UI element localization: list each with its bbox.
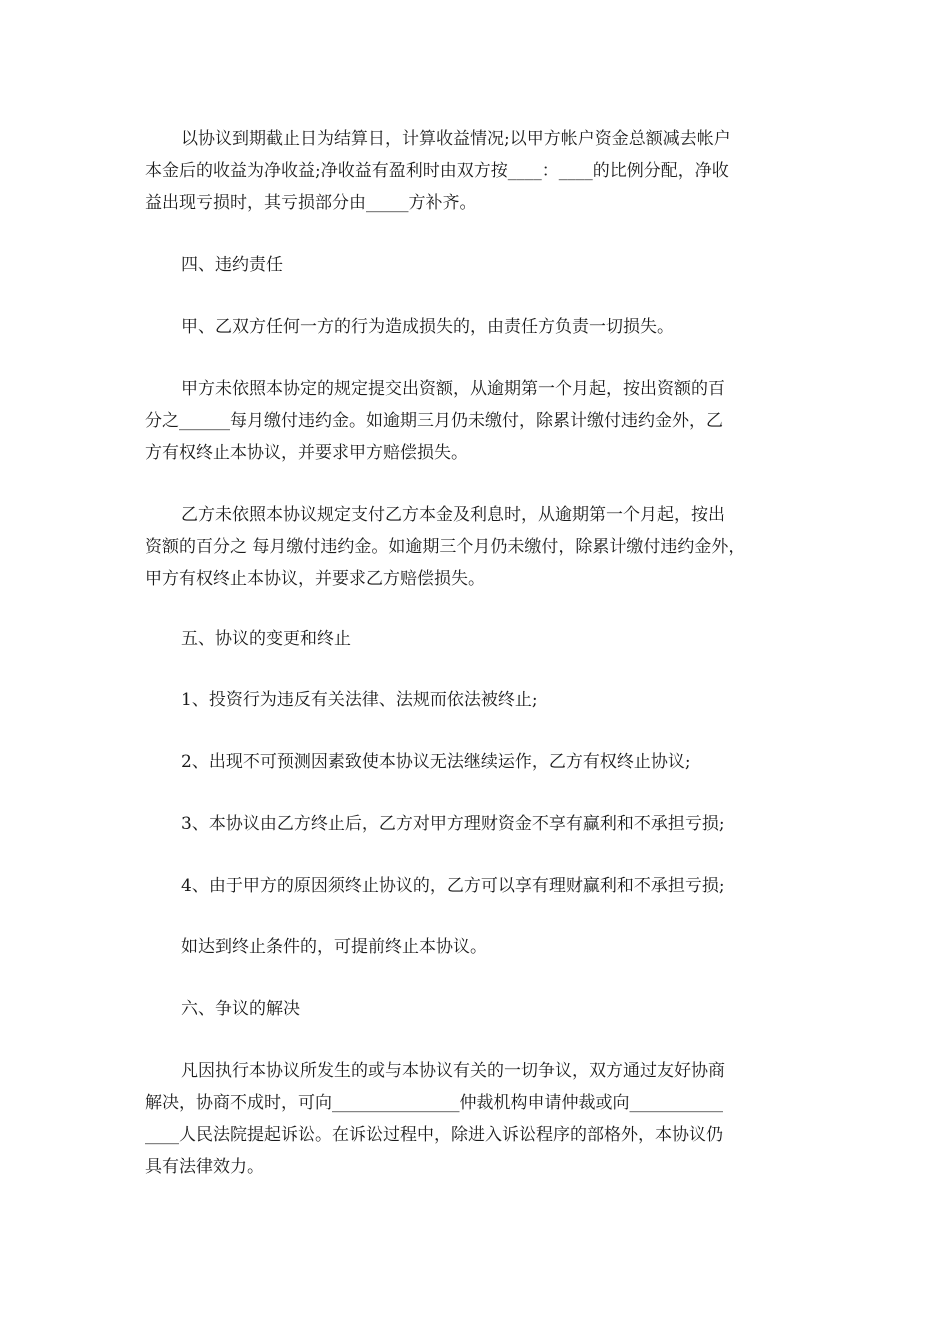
text-line: 具有法律效力。 <box>145 1157 264 1177</box>
section-heading-termination: 五、协议的变更和终止 <box>181 629 351 649</box>
text-line: 3、本协议由乙方终止后，乙方对甲方理财资金不享有赢利和不承担亏损; <box>181 814 725 834</box>
text-line: 本金后的收益为净收益;净收益有盈利时由双方按____：____的比例分配，净收 <box>145 161 729 181</box>
text-line: 解决，协商不成时，可向_______________仲裁机构申请仲裁或向___________ <box>145 1093 723 1113</box>
text-line: ____人民法院提起诉讼。在诉讼过程中，除进入诉讼程序的部格外，本协议仍 <box>145 1125 723 1145</box>
text-line: 甲方有权终止本协议，并要求乙方赔偿损失。 <box>145 569 485 589</box>
paragraph-party-b-penalty <box>145 499 815 595</box>
list-item-termination-1 <box>145 684 815 716</box>
text-line: 4、由于甲方的原因须终止协议的，乙方可以享有理财赢利和不承担亏损; <box>181 876 725 896</box>
text-line: 甲方未依照本协定的规定提交出资额，从逾期第一个月起，按出资额的百 <box>181 379 725 399</box>
text-line: 分之______每月缴付违约金。如逾期三月仍未缴付，除累计缴付违约金外，乙 <box>145 411 723 431</box>
text-line: 乙方未依照本协议规定支付乙方本金及利息时，从逾期第一个月起，按出 <box>181 505 725 525</box>
text-line: 以协议到期截止日为结算日，计算收益情况;以甲方帐户资金总额减去帐户 <box>181 129 731 149</box>
list-item-termination-2 <box>145 746 815 778</box>
section-heading-breach: 四、违约责任 <box>181 255 283 275</box>
text-line: 2、出现不可预测因素致使本协议无法继续运作，乙方有权终止协议; <box>181 752 691 772</box>
text-line: 甲、乙双方任何一方的行为造成损失的，由责任方负责一切损失。 <box>181 317 674 337</box>
paragraph-liability <box>145 311 815 343</box>
text-line: 如达到终止条件的，可提前终止本协议。 <box>181 937 487 957</box>
text-line: 资额的百分之 每月缴付违约金。如逾期三个月仍未缴付，除累计缴付违约金外， <box>145 537 746 557</box>
list-item-termination-3 <box>145 808 815 840</box>
text-line: 益出现亏损时，其亏损部分由_____方补齐。 <box>145 193 477 213</box>
paragraph-dispute-resolution <box>145 1055 815 1183</box>
text-line: 方有权终止本协议，并要求甲方赔偿损失。 <box>145 443 468 463</box>
section-heading-dispute: 六、争议的解决 <box>181 999 300 1019</box>
paragraph-party-a-penalty <box>145 373 815 469</box>
paragraph-settlement <box>145 123 815 219</box>
text-line: 凡因执行本协议所发生的或与本协议有关的一切争议，双方通过友好协商 <box>181 1061 725 1081</box>
text-line: 1、投资行为违反有关法律、法规而依法被终止; <box>181 690 538 710</box>
list-item-termination-4 <box>145 870 815 902</box>
paragraph-early-termination <box>145 931 815 963</box>
